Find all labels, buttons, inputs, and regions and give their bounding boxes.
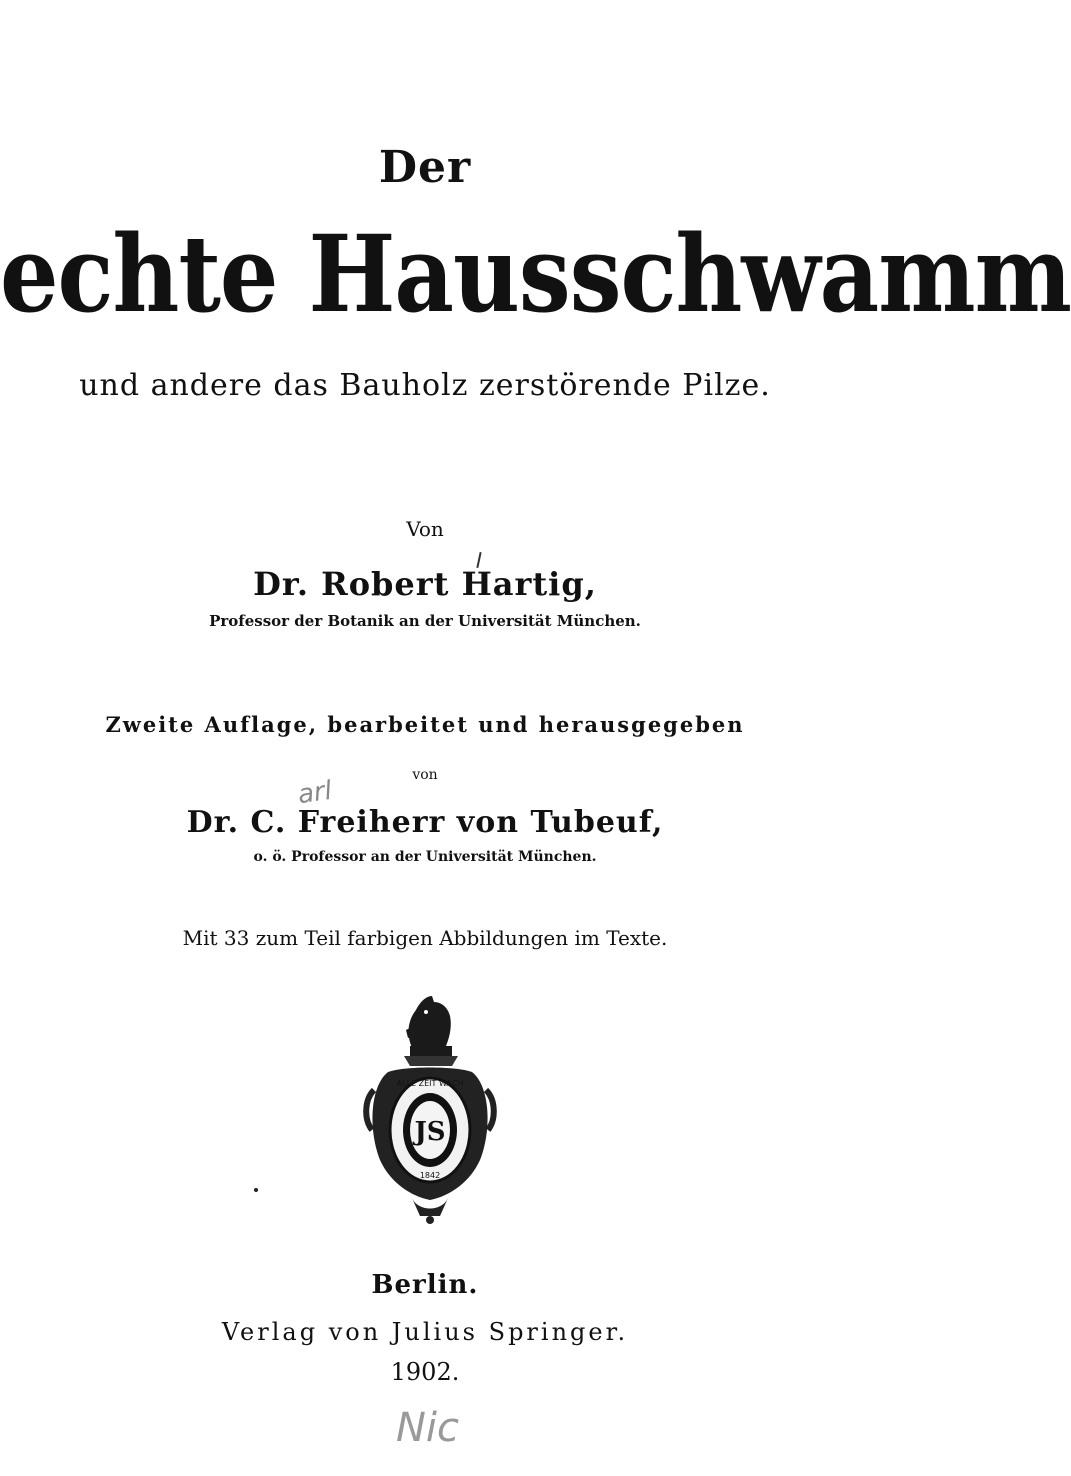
author-name: Dr. Robert Hartig, <box>253 565 597 603</box>
author-position: Professor der Botanik an der Universität München. <box>209 612 641 630</box>
publisher-device-knight-icon <box>360 990 500 1225</box>
publisher-monogram: JS <box>414 1117 446 1147</box>
title-article: Der <box>378 142 472 193</box>
book-subtitle: und andere das Bauholz zerstörende Pilze. <box>79 368 771 403</box>
editor-position: o. ö. Professor an der Universität München. <box>253 849 597 865</box>
imprint-year: 1902. <box>390 1358 460 1386</box>
editor-by-label: von <box>412 767 438 783</box>
imprint-city: Berlin. <box>371 1270 479 1300</box>
publisher-mark-year: 1842 <box>419 1171 441 1180</box>
editor-name: Dr. C. Freiherr von Tubeuf, <box>186 805 664 840</box>
handwritten-margin-note: Nic <box>396 1405 460 1451</box>
publisher-motto: ALLE ZEIT WACH <box>396 1079 464 1088</box>
book-title: echte Hausschwamm <box>0 212 1071 337</box>
author-by-label: Von <box>406 517 444 541</box>
imprint-publisher: Verlag von Julius Springer. <box>221 1318 629 1346</box>
ink-speck <box>254 1188 258 1192</box>
handwritten-first-name: arl <box>296 775 334 811</box>
edition-statement: Zweite Auflage, bearbeitet und herausgegeben <box>105 712 745 737</box>
illustrations-note: Mit 33 zum Teil farbigen Abbildungen im Texte. <box>182 926 668 950</box>
